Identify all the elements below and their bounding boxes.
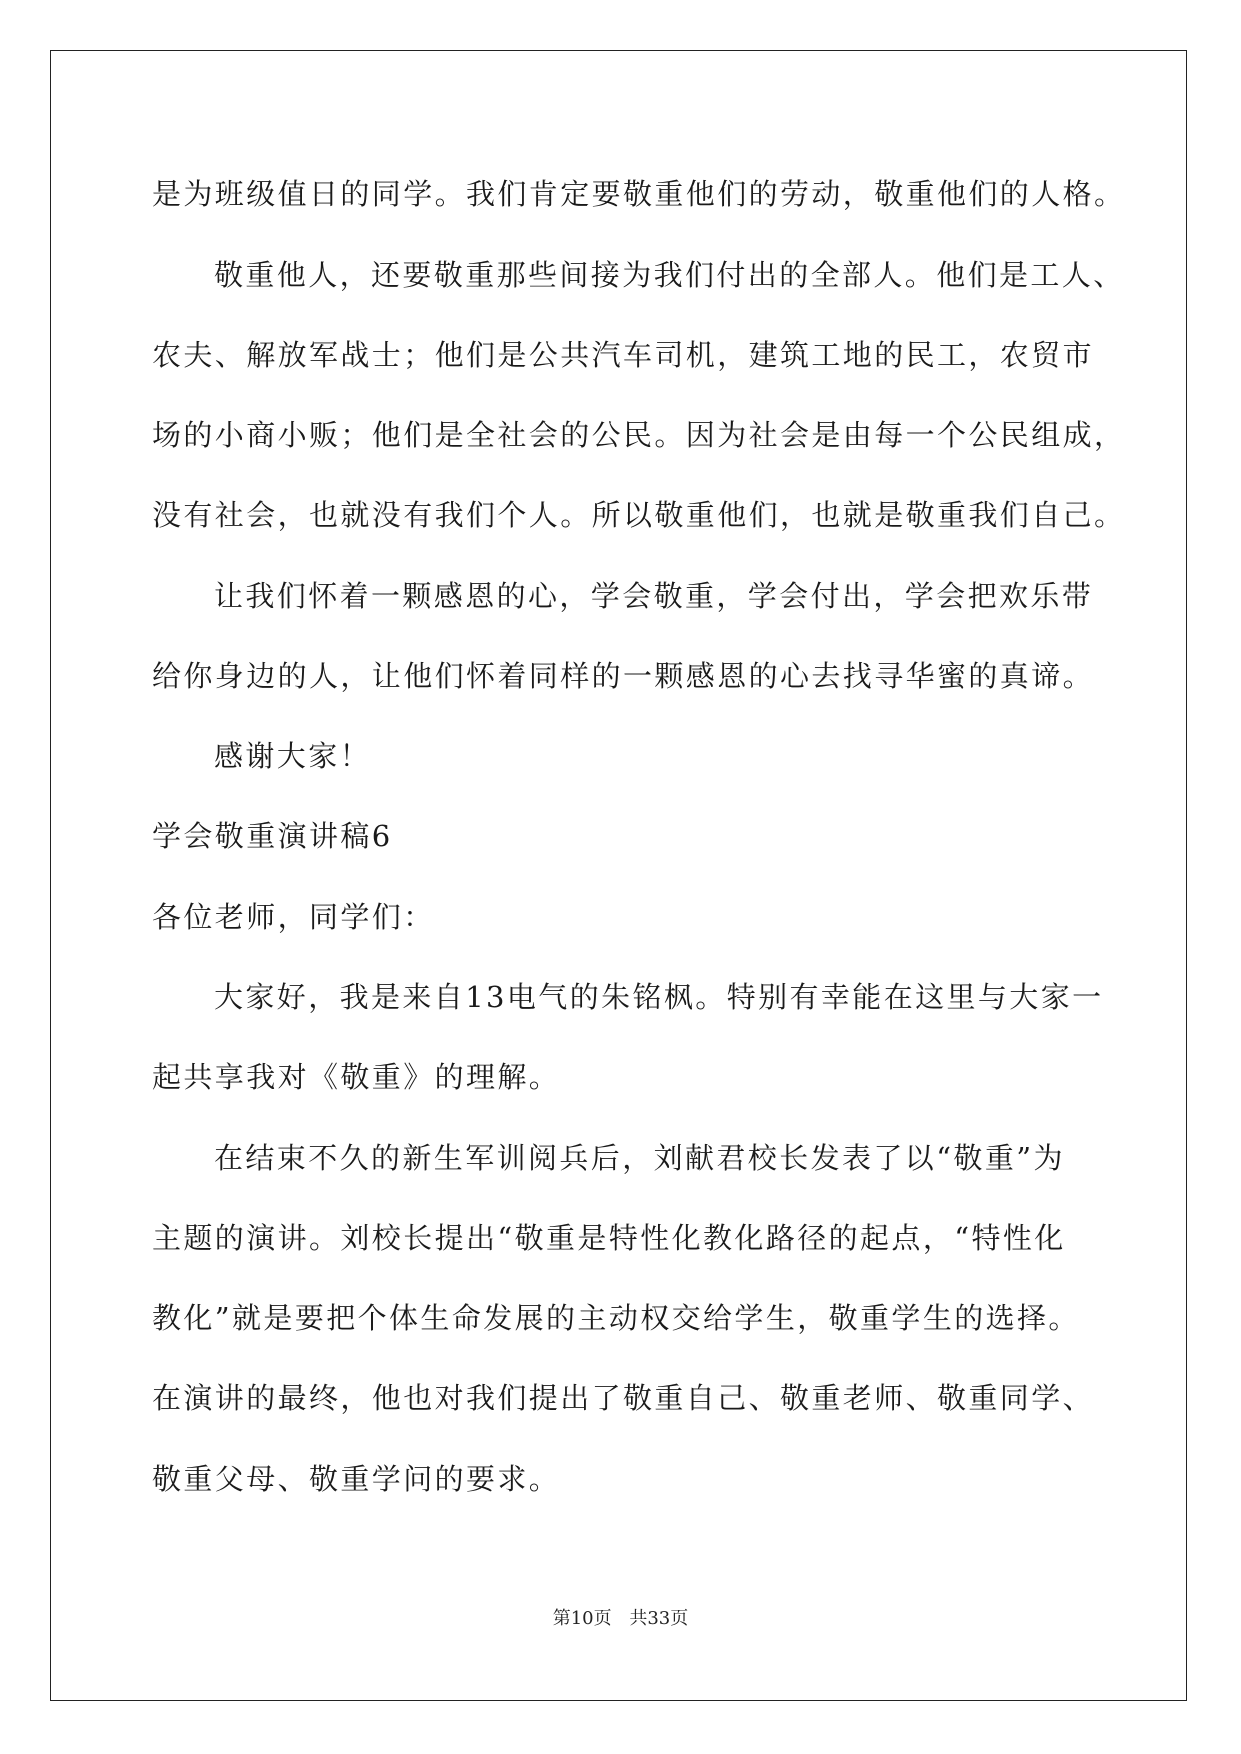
paragraph-line: 给你身边的人，让他们怀着同样的一颗感恩的心去找寻华蜜的真谛。 [152,659,1095,693]
paragraph-line: 农夫、解放军战士；他们是公共汽车司机，建筑工地的民工，农贸市 [152,338,1095,372]
paragraph-line: 教化”就是要把个体生命发展的主动权交给学生，敬重学生的选择。 [152,1301,1080,1335]
page-total: 共33页 [629,1608,689,1629]
paragraph-line: 在结束不久的新生军训阅兵后，刘献君校长发表了以“敬重”为 [214,1141,1065,1175]
paragraph-line: 没有社会，也就没有我们个人。所以敬重他们，也就是敬重我们自己。 [152,498,1126,532]
closing-line: 感谢大家！ [214,739,372,773]
page-footer [0,1607,1241,1631]
paragraph-line: 场的小商小贩；他们是全社会的公民。因为社会是由每一个公民组成， [152,418,1126,452]
paragraph-line: 敬重他人，还要敬重那些间接为我们付出的全部人。他们是工人、 [214,258,1125,292]
paragraph-line: 在演讲的最终，他也对我们提出了敬重自己、敬重老师、敬重同学、 [152,1381,1095,1415]
paragraph-line: 大家好，我是来自13电气的朱铭枫。特别有幸能在这里与大家一 [214,980,1104,1014]
paragraph-line: 起共享我对《敬重》的理解。 [152,1060,561,1094]
paragraph-line: 是为班级值日的同学。我们肯定要敬重他们的劳动，敬重他们的人格。 [152,177,1126,211]
page-number: 第10页 [552,1608,612,1629]
paragraph-line: 主题的演讲。刘校长提出“敬重是特性化教化路径的起点，“特性化 [152,1221,1066,1255]
paragraph-line: 让我们怀着一颗感恩的心，学会敬重，学会付出，学会把欢乐带 [214,579,1094,613]
paragraph-line: 敬重父母、敬重学问的要求。 [152,1462,561,1496]
salutation: 各位老师，同学们： [152,900,435,934]
section-title: 学会敬重演讲稿6 [152,819,393,853]
page-border [50,50,1187,1701]
